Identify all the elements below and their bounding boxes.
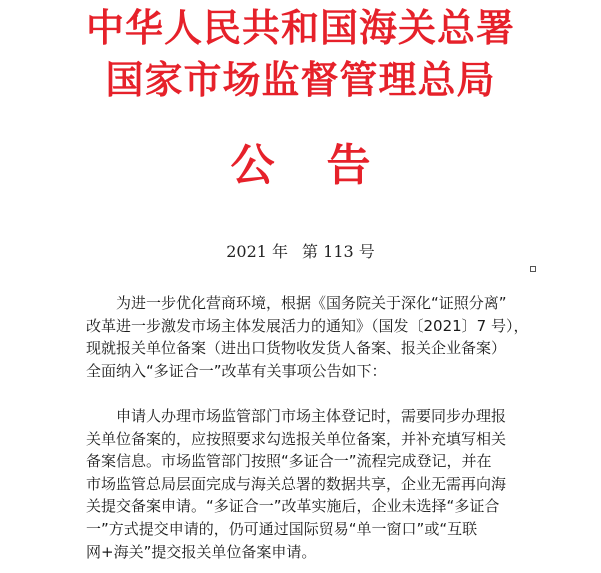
paragraph-line: 现就报关单位备案（进出口货物收发货人备案、报关企业备案） [86,339,507,358]
paragraph-line: 全面纳入“多证合一”改革有关事项公告如下： [86,361,387,380]
document-year: 2021 年 [226,242,289,261]
paragraph-line: 关提交备案申请。“多证合一”改革实施后，企业未选择“多证合 [86,497,500,516]
document-serial: 第 113 号 [302,242,375,261]
announcement-title: 公告 [230,140,423,191]
document-number [0,240,601,264]
paragraph-line: 市场监管总局层面完成与海关总署的数据共享，企业无需再向海 [86,474,507,493]
paragraph-line: 申请人办理市场监管部门市场主体登记时，需要同步办理报 [116,407,507,425]
page-mark [530,266,536,272]
paragraph-line: 一”方式提交申请的，仍可通过国际贸易“单一窗口”或“互联 [86,519,478,538]
paragraph-procedure [86,405,556,563]
issuer-customs-title: 中华人民共和国海关总署 [85,6,515,50]
paragraph-line: 关单位备案的，应按照要求勾选报关单位备案，并补充填写相关 [86,429,507,448]
paragraph-line: 备案信息。市场监管部门按照“多证合一”流程完成登记，并在 [86,452,492,471]
paragraph-line: 改革进一步激发市场主体发展活力的通知》（国发〔2021〕7 号）， [86,316,529,335]
issuer-market-regulation-title: 国家市场监督管理总局 [105,58,496,102]
paragraph-intro [86,292,556,382]
paragraph-line: 为进一步优化营商环境，根据《国务院关于深化“证照分离” [116,294,507,312]
paragraph-line: 网+海关”提交报关单位备案申请。 [86,542,317,561]
